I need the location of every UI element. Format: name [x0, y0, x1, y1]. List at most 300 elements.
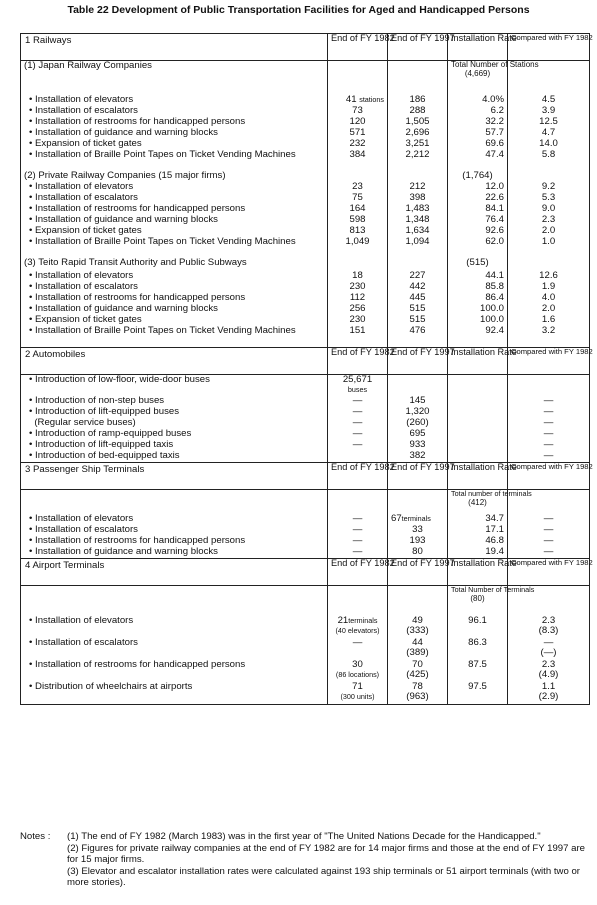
row-label: Installation of elevators [35, 94, 134, 105]
bullet-icon: • [29, 214, 33, 225]
cell-1997 [388, 547, 448, 559]
section-header [21, 463, 328, 490]
cell-rate [448, 429, 508, 440]
value-rate: 100.0 [479, 314, 504, 325]
value-1982: 813 [349, 225, 366, 236]
table-row [21, 463, 590, 490]
value-1997: 49 [412, 615, 423, 626]
table-row [21, 616, 590, 638]
bullet-icon: • [29, 292, 33, 303]
total-value: (1,764) [462, 170, 493, 181]
value-1997: 1,483 [405, 203, 430, 214]
value-1982: 598 [349, 214, 366, 225]
value-1982: — [352, 417, 363, 428]
bullet-icon: • [29, 303, 33, 314]
value-rate: 6.2 [490, 105, 504, 116]
value-compared: — [543, 450, 554, 461]
value-1997: 44 [412, 637, 423, 648]
sub-value: (963) [406, 691, 429, 703]
bullet-icon: • [29, 681, 33, 692]
total-cell [448, 489, 532, 515]
value-1997: 78 [412, 681, 423, 692]
value-1997: 1,505 [405, 116, 430, 127]
section-title: 3 Passenger Ship Terminals [25, 464, 145, 475]
section-title: 4 Airport Terminals [25, 560, 105, 571]
value-1997: 2,696 [405, 127, 430, 138]
value-1982: — [352, 406, 363, 417]
value-compared: 1.9 [541, 281, 556, 292]
row-label: Installation of restrooms for handicapped persons [35, 116, 246, 127]
bullet-icon: • [29, 94, 33, 105]
row-label: Installation of Braille Point Tapes on Ticket Vending Machines [35, 325, 296, 336]
row-label: Installation of restrooms for handicapped persons [35, 203, 246, 214]
table-row [21, 559, 590, 586]
value-1982: 75 [352, 192, 363, 203]
col-header-1982: End of FY 1982 [331, 558, 395, 568]
value-1982: 21 [337, 615, 349, 626]
value-1997: 3,251 [405, 138, 430, 149]
row-label: Expansion of ticket gates [35, 225, 142, 236]
bullet-icon: • [29, 203, 33, 214]
cell [388, 490, 448, 515]
sub-value: (389) [406, 647, 429, 659]
section-title: 2 Automobiles [25, 349, 86, 360]
value-1982: 30 [352, 659, 363, 670]
value-rate: 22.6 [485, 192, 504, 203]
table-row [21, 451, 590, 463]
cell-rate [448, 150, 508, 171]
col-header [328, 558, 395, 586]
cell-1982 [328, 660, 388, 682]
value-1997: 933 [409, 439, 426, 450]
value-compared: 2.0 [541, 303, 556, 314]
cell-compared [508, 237, 590, 258]
value-1997: 1,094 [405, 236, 430, 247]
cell-1997 [388, 326, 448, 348]
value-compared: 3.2 [541, 325, 556, 336]
unit-label: terminals [401, 514, 431, 523]
value-rate: 47.4 [485, 149, 504, 160]
cell-1982 [328, 638, 388, 660]
value-compared: — [543, 406, 554, 417]
row-label: Installation of Braille Point Tapes on Ticket Vending Machines [35, 149, 296, 160]
total-value: (4,669) [464, 68, 491, 78]
cell-1997 [388, 682, 448, 705]
row-label: Installation of restrooms for handicapped persons [35, 535, 246, 546]
value-1997: 70 [412, 659, 423, 670]
row-label: Installation of elevators [35, 513, 134, 524]
value-compared: 14.0 [539, 138, 558, 149]
cell [21, 586, 328, 617]
total-value: (515) [466, 257, 489, 268]
bullet-icon: • [29, 615, 33, 626]
sub-value: (—) [540, 647, 557, 659]
value-rate: 92.4 [485, 325, 504, 336]
col-header [448, 558, 517, 586]
cell-compared [508, 326, 590, 348]
cell-rate [448, 440, 508, 451]
value-rate: 57.7 [485, 127, 504, 138]
value-1982: — [352, 546, 363, 557]
table-row [21, 682, 590, 705]
value-compared: — [543, 428, 554, 439]
value-1982: 151 [349, 325, 366, 336]
bullet-icon: • [29, 138, 33, 149]
table-row [21, 61, 590, 96]
row-label: Distribution of wheelchairs at airports [35, 681, 193, 692]
bullet-icon: • [29, 149, 33, 160]
cell-1997 [388, 451, 448, 463]
value-1997: 1,320 [405, 406, 430, 417]
row-label: Expansion of ticket gates [35, 138, 142, 149]
value-1997: 80 [412, 546, 423, 557]
sub-value: (40 elevators) [335, 626, 380, 636]
cell-rate [448, 326, 508, 348]
bullet-icon: • [29, 535, 33, 546]
cell [388, 61, 448, 96]
cell-rate [448, 660, 508, 682]
col-header [388, 347, 455, 375]
value-rate: 62.0 [485, 236, 504, 247]
value-compared: 2.3 [541, 214, 556, 225]
col-header-1997: End of FY 1997 [391, 347, 455, 357]
value-1982: — [352, 513, 363, 524]
col-header-1982: End of FY 1982 [331, 347, 395, 357]
cell-compared [508, 616, 590, 638]
value-1982: 18 [352, 270, 363, 281]
value-1982: — [352, 637, 363, 648]
col-header [508, 462, 593, 490]
cell-rate [448, 396, 508, 407]
cell-compared [508, 451, 590, 463]
cell-1982 [328, 150, 388, 171]
col-header-1982: End of FY 1982 [331, 462, 395, 472]
value-1997: 1,348 [405, 214, 430, 225]
sub-value: (8.3) [538, 625, 559, 637]
value-1982: — [352, 395, 363, 406]
col-header-compared: Compared with FY 1982 [511, 462, 593, 471]
value-compared: 4.7 [541, 127, 556, 138]
value-rate: 12.0 [485, 181, 504, 192]
bullet-icon: • [29, 439, 33, 450]
col-header [328, 462, 395, 490]
value-compared: — [543, 535, 554, 546]
table-row [21, 638, 590, 660]
value-compared: 5.8 [541, 149, 556, 160]
bullet-icon: • [29, 374, 33, 385]
row-label-cell [21, 451, 328, 463]
row-label-cell [21, 660, 328, 682]
bullet-icon: • [29, 428, 33, 439]
cell-rate [448, 418, 508, 429]
sub-value: (425) [406, 669, 429, 681]
table-row [21, 326, 590, 348]
col-header-compared: Compared with FY 1982 [511, 558, 593, 567]
value-compared: — [543, 417, 554, 428]
bullet-icon: • [29, 513, 33, 524]
col-header [448, 33, 517, 61]
row-label-cell [21, 326, 328, 348]
col-header [508, 33, 593, 61]
notes [20, 831, 590, 889]
cell-compared [508, 638, 590, 660]
value-1997: 212 [409, 181, 426, 192]
bullet-icon: • [29, 325, 33, 336]
value-1997: 442 [409, 281, 426, 292]
value-1982: 120 [349, 116, 366, 127]
subsection-title: (1) Japan Railway Companies [24, 60, 152, 71]
row-label-cell [21, 682, 328, 705]
cell-1997 [388, 616, 448, 638]
row-label: Installation of escalators [35, 637, 138, 648]
cell-1997 [388, 150, 448, 171]
value-rate: 92.6 [485, 225, 504, 236]
value-rate: 87.5 [468, 659, 487, 670]
row-label: Installation of elevators [35, 181, 134, 192]
cell [328, 490, 388, 515]
section-title: 1 Railways [25, 35, 72, 46]
value-1982: 1,049 [345, 236, 370, 247]
row-label-cell [21, 150, 328, 171]
value-compared: — [543, 546, 554, 557]
col-header [448, 347, 517, 375]
cell-compared [508, 375, 590, 397]
cell-1982 [328, 616, 388, 638]
row-label: Installation of guidance and warning blocks [35, 214, 218, 225]
unit-label: buses [347, 385, 368, 395]
value-rate: 19.4 [485, 546, 504, 557]
value-1997: 695 [409, 428, 426, 439]
table-row [21, 490, 590, 515]
table-row [21, 34, 590, 61]
bullet-icon: • [29, 546, 33, 557]
cell-1997 [388, 375, 448, 397]
bullet-icon: • [29, 637, 33, 648]
value-1997: 515 [409, 314, 426, 325]
value-1997: 193 [409, 535, 426, 546]
value-rate: 86.3 [468, 637, 487, 648]
value-rate: 96.1 [468, 615, 487, 626]
value-1997: 2,212 [405, 149, 430, 160]
cell-rate [448, 375, 508, 397]
value-compared: 1.0 [541, 236, 556, 247]
row-label: Introduction of bed-equipped taxis [35, 450, 180, 461]
value-compared: 12.6 [539, 270, 558, 281]
section-header [21, 559, 328, 586]
col-header-1982: End of FY 1982 [331, 33, 395, 43]
value-compared: — [543, 513, 554, 524]
row-label: Introduction of non-step buses [35, 395, 165, 406]
value-1997: 145 [409, 395, 426, 406]
value-rate: 100.0 [479, 303, 504, 314]
row-label: Installation of escalators [35, 281, 138, 292]
row-label-cell [21, 616, 328, 638]
value-compared: 3.9 [541, 105, 556, 116]
facilities-table [20, 33, 593, 705]
value-compared: 5.3 [541, 192, 556, 203]
value-compared: — [543, 439, 554, 450]
col-header-rate: Installation Rate [451, 33, 517, 43]
sub-value: (4.9) [538, 669, 559, 681]
col-header [508, 558, 593, 586]
col-header-1997: End of FY 1997 [391, 462, 455, 472]
value-1997: 67 [391, 513, 402, 524]
value-1982: — [352, 524, 363, 535]
note-2: (2) Figures for private railway companies at the end of FY 1982 are for 14 major firms and those at the end of FY 1997 are for 15 major firms. [67, 842, 585, 866]
total-cell [448, 60, 539, 96]
cell-rate [448, 616, 508, 638]
col-header [388, 33, 455, 61]
col-header-compared: Compared with FY 1982 [511, 347, 593, 356]
cell-compared [508, 682, 590, 705]
table-row [21, 348, 590, 375]
cell-rate [448, 547, 508, 559]
row-label: Installation of escalators [35, 524, 138, 535]
notes-label: Notes : [20, 831, 51, 842]
sub-value: (2.9) [538, 691, 559, 703]
col-header-1997: End of FY 1997 [391, 558, 455, 568]
unit-label: stations [359, 95, 384, 104]
sub-value: (333) [406, 625, 429, 637]
value-1982: 164 [349, 203, 366, 214]
bullet-icon: • [29, 659, 33, 670]
section-header [21, 34, 328, 61]
row-label: Installation of restrooms for handicapped persons [35, 292, 246, 303]
cell-compared [508, 150, 590, 171]
table-row [21, 586, 590, 617]
cell-1982 [328, 326, 388, 348]
value-compared: 9.0 [541, 203, 556, 214]
col-header [448, 462, 517, 490]
table-row [21, 375, 590, 397]
row-label: Installation of restrooms for handicapped persons [35, 659, 246, 670]
cell-1997 [388, 638, 448, 660]
subsection-title: (2) Private Railway Companies (15 major firms) [24, 170, 226, 181]
table-row [21, 237, 590, 258]
value-rate: 46.8 [485, 535, 504, 546]
value-1997: 33 [412, 524, 423, 535]
cell-1982 [328, 440, 388, 451]
col-header [388, 462, 455, 490]
col-header-rate: Installation Rate [451, 462, 517, 472]
cell-compared [508, 660, 590, 682]
value-1982: — [352, 535, 363, 546]
value-1997: 227 [409, 270, 426, 281]
bullet-icon: • [29, 270, 33, 281]
table-title: Table 22 Development of Public Transportation Facilities for Aged and Handicapped Persons [67, 4, 530, 16]
value-compared: 9.2 [541, 181, 556, 192]
cell [388, 586, 448, 617]
cell-1982 [328, 682, 388, 705]
bullet-icon: • [29, 450, 33, 461]
value-1997: 186 [409, 94, 426, 105]
value-compared: 4.0 [541, 292, 556, 303]
row-label-cell [21, 638, 328, 660]
cell-1997 [388, 237, 448, 258]
value-1982: 23 [352, 181, 363, 192]
value-rate: 85.8 [485, 281, 504, 292]
row-label: Introduction of lift-equipped taxis [35, 439, 174, 450]
cell [328, 586, 388, 617]
value-rate: 84.1 [485, 203, 504, 214]
value-1982: 571 [349, 127, 366, 138]
cell-1982 [328, 375, 388, 397]
value-1982: — [352, 439, 363, 450]
value-1997: 398 [409, 192, 426, 203]
value-rate: 86.4 [485, 292, 504, 303]
sub-value: (86 locations) [335, 670, 380, 680]
value-compared: 1.6 [541, 314, 556, 325]
bullet-icon: • [29, 181, 33, 192]
total-cell [448, 585, 535, 617]
row-label: Installation of escalators [35, 105, 138, 116]
value-1997: 445 [409, 292, 426, 303]
total-label: Total number of terminals [451, 489, 532, 498]
col-header-rate: Installation Rate [451, 347, 517, 357]
section-header [21, 348, 328, 375]
cell-1982 [328, 547, 388, 559]
value-1982: 112 [349, 292, 366, 303]
cell-rate [448, 451, 508, 463]
row-label-cell [21, 375, 328, 397]
value-1997: 515 [409, 303, 426, 314]
value-compared: 2.0 [541, 225, 556, 236]
bullet-icon: • [29, 524, 33, 535]
bullet-icon: • [29, 314, 33, 325]
col-header-compared: Compared with FY 1982 [511, 33, 593, 42]
total-value: (80) [470, 593, 485, 603]
value-1982: 25,671 [342, 374, 373, 385]
value-1982: — [352, 428, 363, 439]
note-1: (1) The end of FY 1982 (March 1983) was in the first year of "The United Nations Decade for the Handicapped." [67, 831, 541, 842]
value-1997: (260) [406, 417, 429, 428]
bullet-icon: • [29, 127, 33, 138]
value-1982: 230 [349, 314, 366, 325]
cell-rate [448, 682, 508, 705]
row-label: Installation of escalators [35, 192, 138, 203]
table-row [21, 150, 590, 171]
value-rate: 76.4 [485, 214, 504, 225]
bullet-icon: • [29, 105, 33, 116]
row-label: Installation of elevators [35, 270, 134, 281]
value-rate: 17.1 [485, 524, 504, 535]
value-compared: — [543, 395, 554, 406]
row-label: Introduction of low-floor, wide-door buses [35, 374, 210, 385]
value-compared: 2.3 [541, 659, 556, 670]
bullet-icon: • [29, 116, 33, 127]
row-label-cell [21, 547, 328, 559]
row-label: Installation of Braille Point Tapes on Ticket Vending Machines [35, 236, 296, 247]
cell-1997 [388, 660, 448, 682]
row-label: Installation of elevators [35, 615, 134, 626]
bullet-icon: • [29, 395, 33, 406]
col-header [328, 347, 395, 375]
value-1982: 230 [349, 281, 366, 292]
sub-value: (300 units) [340, 692, 375, 702]
value-1982: 73 [352, 105, 363, 116]
col-header-rate: Installation Rate [451, 558, 517, 568]
row-label: Introduction of lift-equipped buses [35, 406, 180, 417]
cell-rate [448, 407, 508, 418]
value-compared: 1.1 [541, 681, 556, 692]
unit-label: terminals [348, 616, 378, 625]
cell-compared [508, 547, 590, 559]
value-compared: — [543, 524, 554, 535]
subsection [21, 61, 328, 96]
bullet-icon: • [29, 406, 33, 417]
value-1997: 476 [409, 325, 426, 336]
row-label-cell [21, 237, 328, 258]
